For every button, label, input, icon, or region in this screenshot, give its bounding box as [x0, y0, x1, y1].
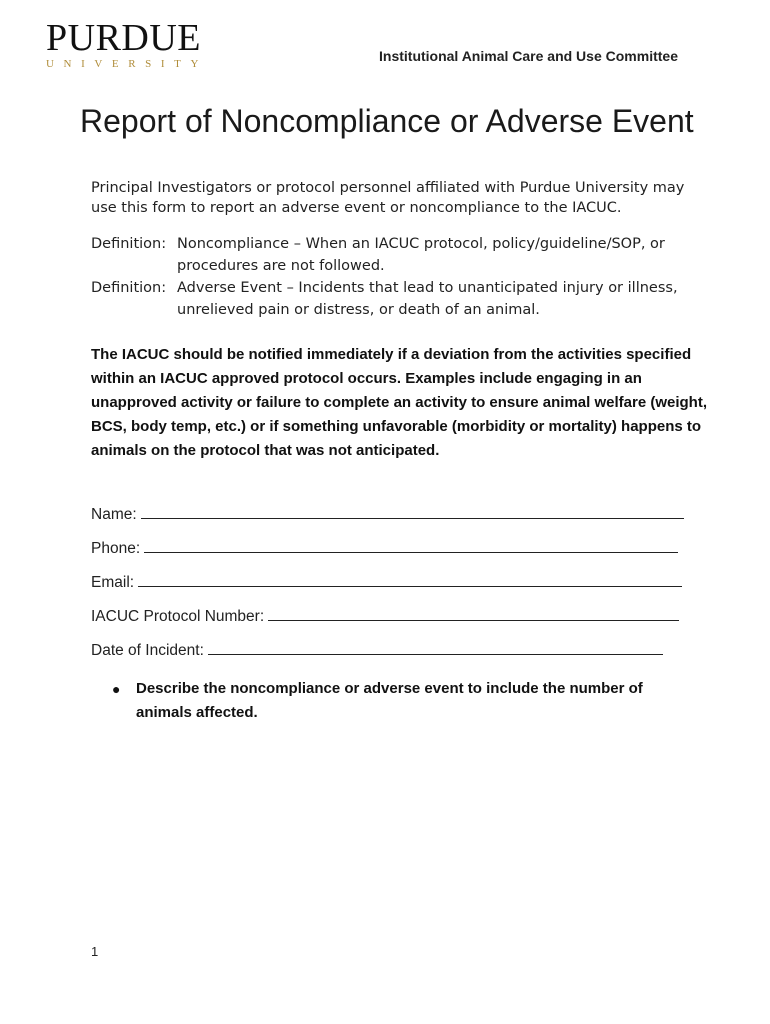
email-input-line[interactable] — [138, 572, 682, 587]
definition-label: Definition: — [91, 280, 167, 296]
date-of-incident-field[interactable] — [91, 640, 711, 674]
protocol-number-field[interactable] — [91, 606, 711, 640]
field-label: Phone: — [91, 540, 141, 557]
protocol-number-input-line[interactable] — [268, 606, 679, 621]
phone-field[interactable] — [91, 538, 711, 572]
definition-label: Definition: — [91, 236, 167, 252]
committee-name: Institutional Animal Care and Use Committee — [379, 48, 678, 64]
definition-text: Noncompliance – When an IACUC protocol, policy/guideline/SOP, or procedures are not followed. — [177, 236, 665, 274]
notice-paragraph: The IACUC should be notified immediately if a deviation from the activities specified within an IACUC approved protocol occurs. Examples include engaging in an unapproved activity or failure to complete an activity to ensure animal welfare (weight, BCS, body temp, etc.) or if something unfavorable (morbidity or mortality) happens to animals on the protocol that was not anticipated. — [91, 346, 707, 459]
intro-paragraph: Principal Investigators or protocol personnel affiliated with Purdue University may use this form to report an adverse event or noncompliance to the IACUC. — [91, 180, 685, 216]
page-title: Report of Noncompliance or Adverse Event — [80, 103, 694, 139]
field-label: Date of Incident: — [91, 642, 204, 659]
email-field[interactable] — [91, 572, 711, 606]
bullet-icon: ● — [112, 681, 121, 697]
describe-text: Describe the noncompliance or adverse event to include the number of animals affected. — [136, 680, 643, 721]
logo-subtitle: UNIVERSITY — [46, 58, 208, 70]
page-number: 1 — [91, 944, 99, 959]
purdue-logo — [46, 17, 208, 70]
phone-input-line[interactable] — [144, 538, 678, 553]
definitions — [91, 233, 731, 321]
name-input-line[interactable] — [141, 504, 684, 519]
date-input-line[interactable] — [208, 640, 663, 655]
logo-wordmark: PURDUE — [46, 17, 202, 59]
field-label: IACUC Protocol Number: — [91, 608, 265, 625]
definition-adverse-event — [91, 277, 731, 321]
field-label: Name: — [91, 506, 137, 523]
definition-text: Adverse Event – Incidents that lead to unanticipated injury or illness, unrelieved pain or distress, or death of an animal. — [177, 280, 678, 318]
describe-instruction — [112, 677, 692, 725]
definition-noncompliance — [91, 233, 731, 277]
name-field[interactable] — [91, 504, 711, 538]
field-label: Email: — [91, 574, 135, 591]
form-fields — [91, 504, 711, 674]
